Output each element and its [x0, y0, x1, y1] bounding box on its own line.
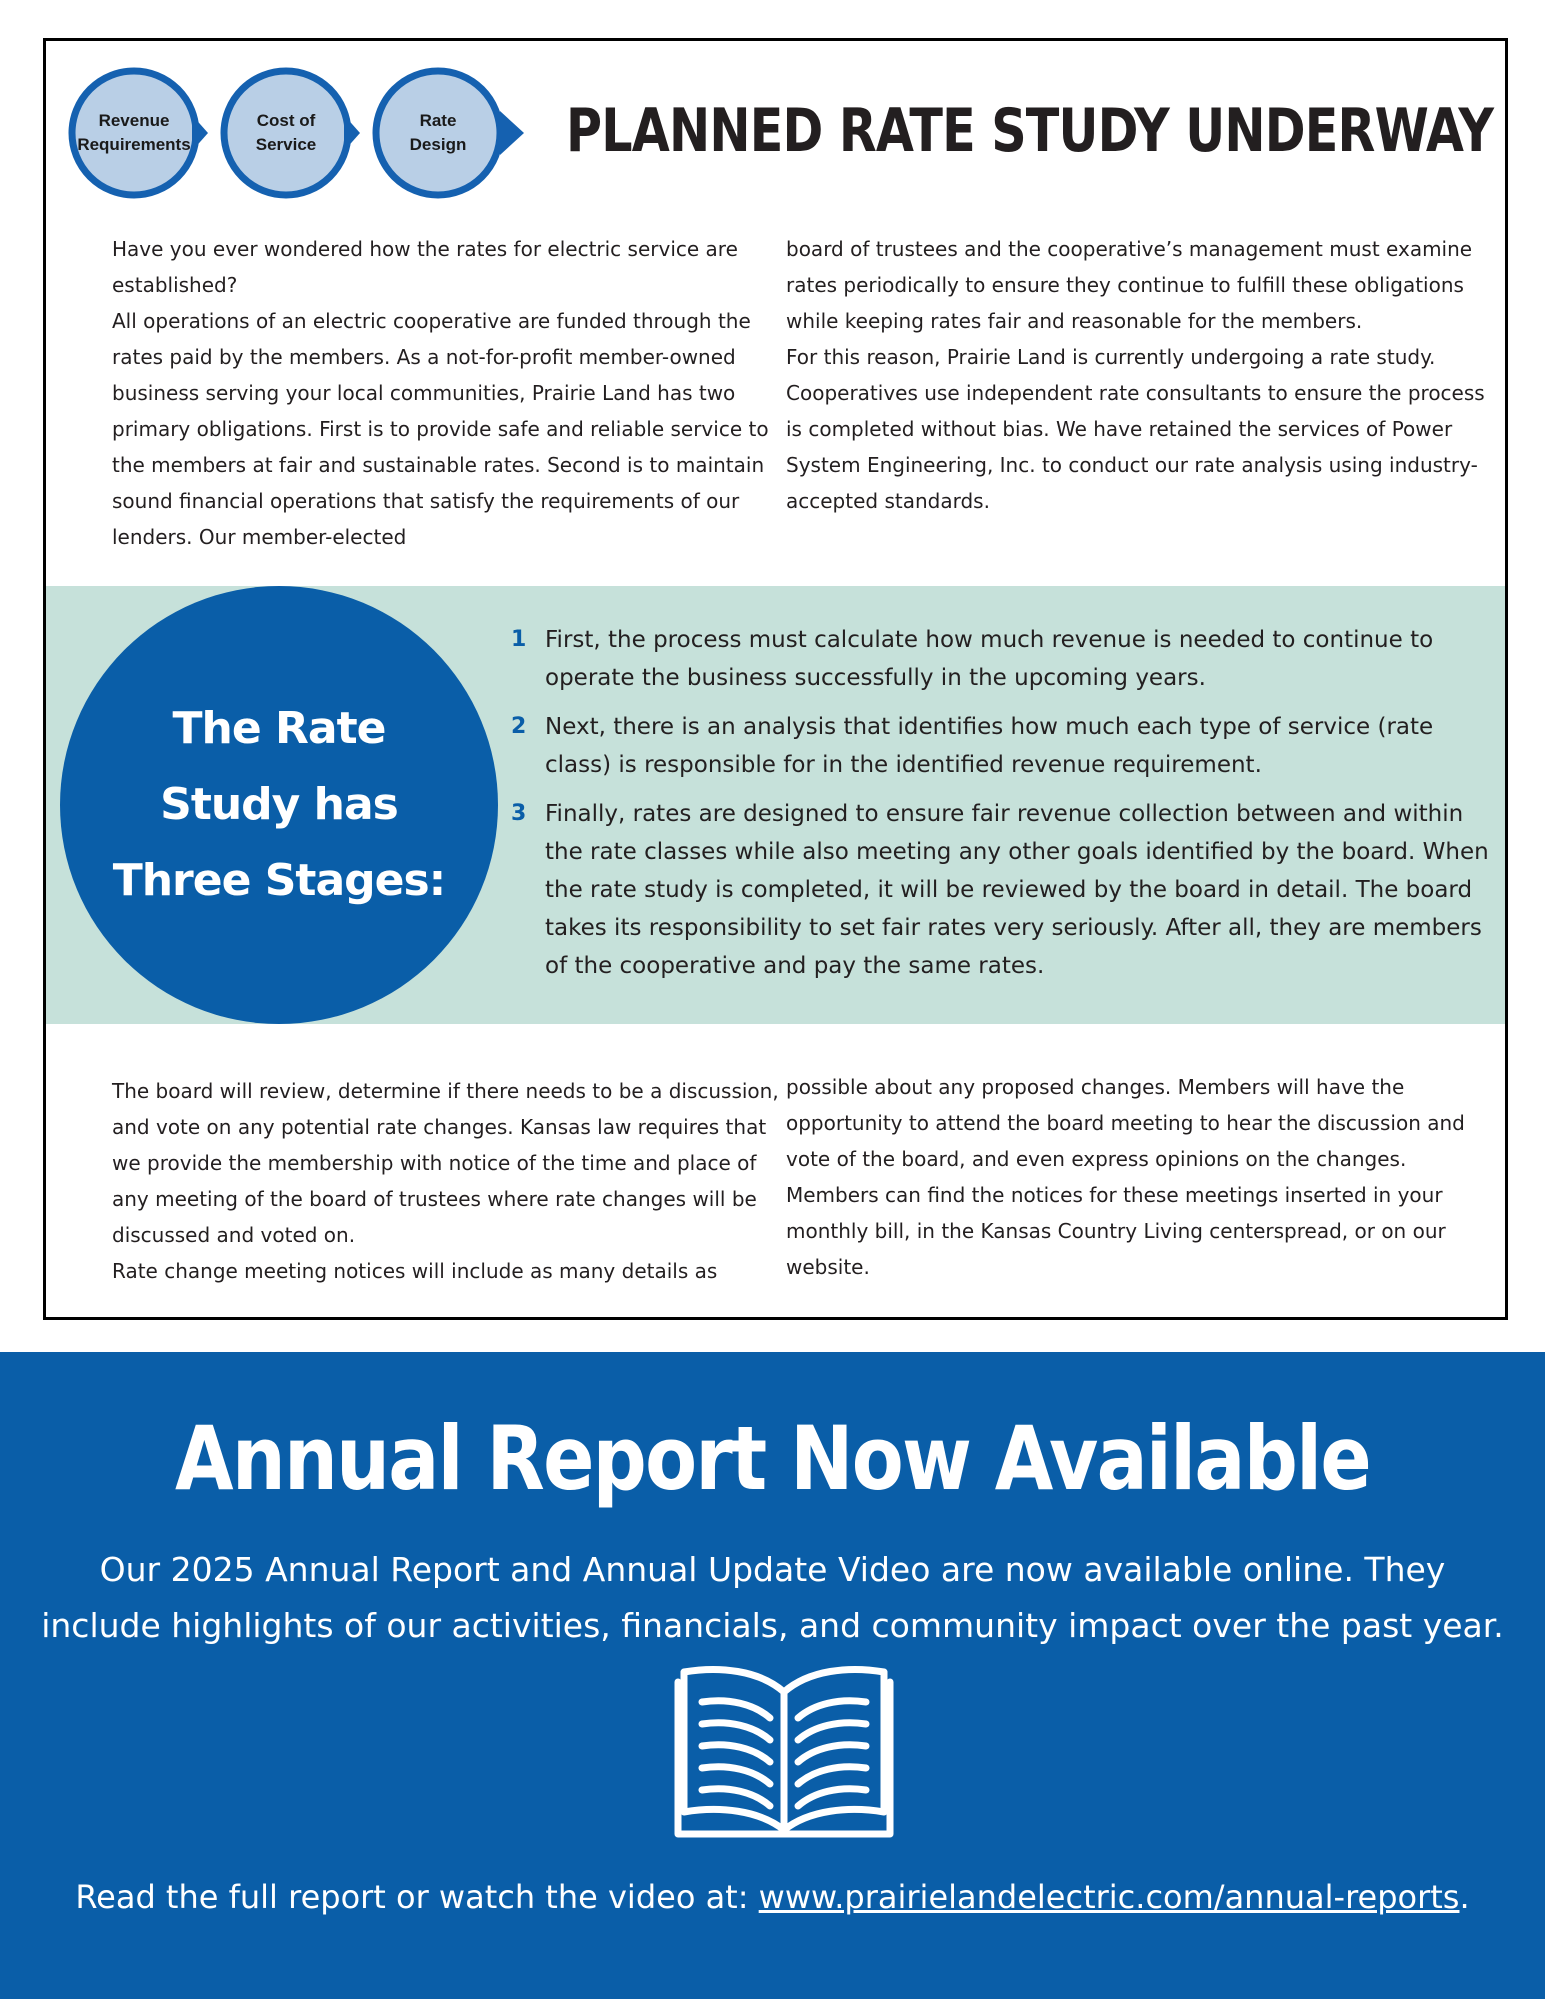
paragraph: board of trustees and the cooperative’s management must examine rates periodically to ensure they continue to fulfill these obligations while keeping rates fair and reasonable for the members.: [786, 237, 1473, 333]
banner-footer: [40, 1872, 1505, 1922]
annual-reports-link[interactable]: www.prairielandelectric.com/annual-reports: [758, 1878, 1460, 1916]
stage-number: 3: [511, 801, 527, 826]
paragraph: Have you ever wondered how the rates for electric service are established?: [112, 237, 738, 297]
footer-suffix: .: [1459, 1878, 1470, 1916]
paragraph: possible about any proposed changes. Members will have the opportunity to attend the board meeting to hear the discussion and vote of the board, and even express opinions on the changes. Members can find the notices for these meetings inserted in your monthly bill, in the Kansas Country Living centerspread, or on our website.: [786, 1075, 1465, 1279]
step-cost-of-service: [226, 109, 346, 157]
process-arrow-1: [192, 115, 208, 151]
step-label-line: Cost of: [256, 111, 316, 130]
open-book-icon: [674, 1662, 894, 1840]
stage-text: First, the process must calculate how much revenue is needed to continue to operate the business successfully in the upcoming years.: [545, 627, 1434, 691]
bottom-column-left: [112, 1073, 792, 1289]
bottom-column-right: [786, 1069, 1486, 1285]
step-label-line: Revenue: [98, 111, 170, 130]
annual-report-banner: [0, 1352, 1545, 1999]
list-item: [511, 621, 1501, 697]
banner-title: Annual Report Now Available: [174, 1407, 1370, 1510]
process-arrow-3: [500, 111, 524, 155]
banner-body: Our 2025 Annual Report and Annual Update Video are now available online. They include highlights of our activities, financials, and community impact over the past year.: [41, 1550, 1504, 1645]
step-label-line: Requirements: [77, 135, 191, 154]
paragraph: For this reason, Prairie Land is currently undergoing a rate study. Cooperatives use independent rate consultants to ensure the process is completed without bias. We have retained the services of Power System Engineering, Inc. to conduct our rate analysis using industry-accepted standards.: [786, 345, 1485, 513]
step-label-line: Rate: [419, 111, 457, 130]
intro-column-right: [786, 231, 1486, 519]
rate-study-article: [43, 38, 1508, 1320]
step-label-line: Design: [409, 135, 467, 154]
stage-list: [511, 621, 1501, 996]
article-title: PLANNED RATE STUDY UNDERWAY: [566, 96, 1494, 166]
stages-heading: The Rate Study has Three Stages:: [112, 703, 446, 906]
stages-heading-circle: [60, 586, 498, 1024]
paragraph: All operations of an electric cooperative are funded through the rates paid by the members. As a not-for-profit member-owned business serving your local communities, Prairie Land has two primary obligations. First is to provide safe and reliable service to the members at fair and sustainable rates. Second is to maintain sound financial operations that satisfy the requirements of our lenders. Our member-elected: [112, 309, 769, 549]
list-item: [511, 795, 1501, 985]
paragraph: Rate change meeting notices will include as many details as: [112, 1259, 718, 1283]
stage-number: 2: [511, 714, 527, 739]
step-revenue-requirements: [74, 109, 194, 157]
list-item: [511, 708, 1501, 784]
process-arrow-2: [344, 115, 360, 151]
rate-process-diagram: [64, 63, 554, 203]
footer-prefix: Read the full report or watch the video at:: [75, 1878, 759, 1916]
stage-number: 1: [511, 627, 527, 652]
paragraph: The board will review, determine if there needs to be a discussion, and vote on any potential rate changes. Kansas law requires that we provide the membership with notice of the time and place of any meeting of the board of trustees where rate changes will be discussed and voted on.: [112, 1079, 779, 1247]
step-rate-design: [378, 109, 498, 157]
stage-text: Next, there is an analysis that identifies how much each type of service (rate class) is responsible for in the identified revenue requirement.: [545, 714, 1434, 778]
stage-text: Finally, rates are designed to ensure fair revenue collection between and within the rate classes while also meeting any other goals identified by the board. When the rate study is completed, it will be reviewed by the board in detail. The board takes its responsibility to set fair rates very seriously. After all, they are members of the cooperative and pay the same rates.: [545, 801, 1489, 979]
step-label-line: Service: [255, 135, 317, 154]
intro-column-left: [112, 231, 792, 555]
